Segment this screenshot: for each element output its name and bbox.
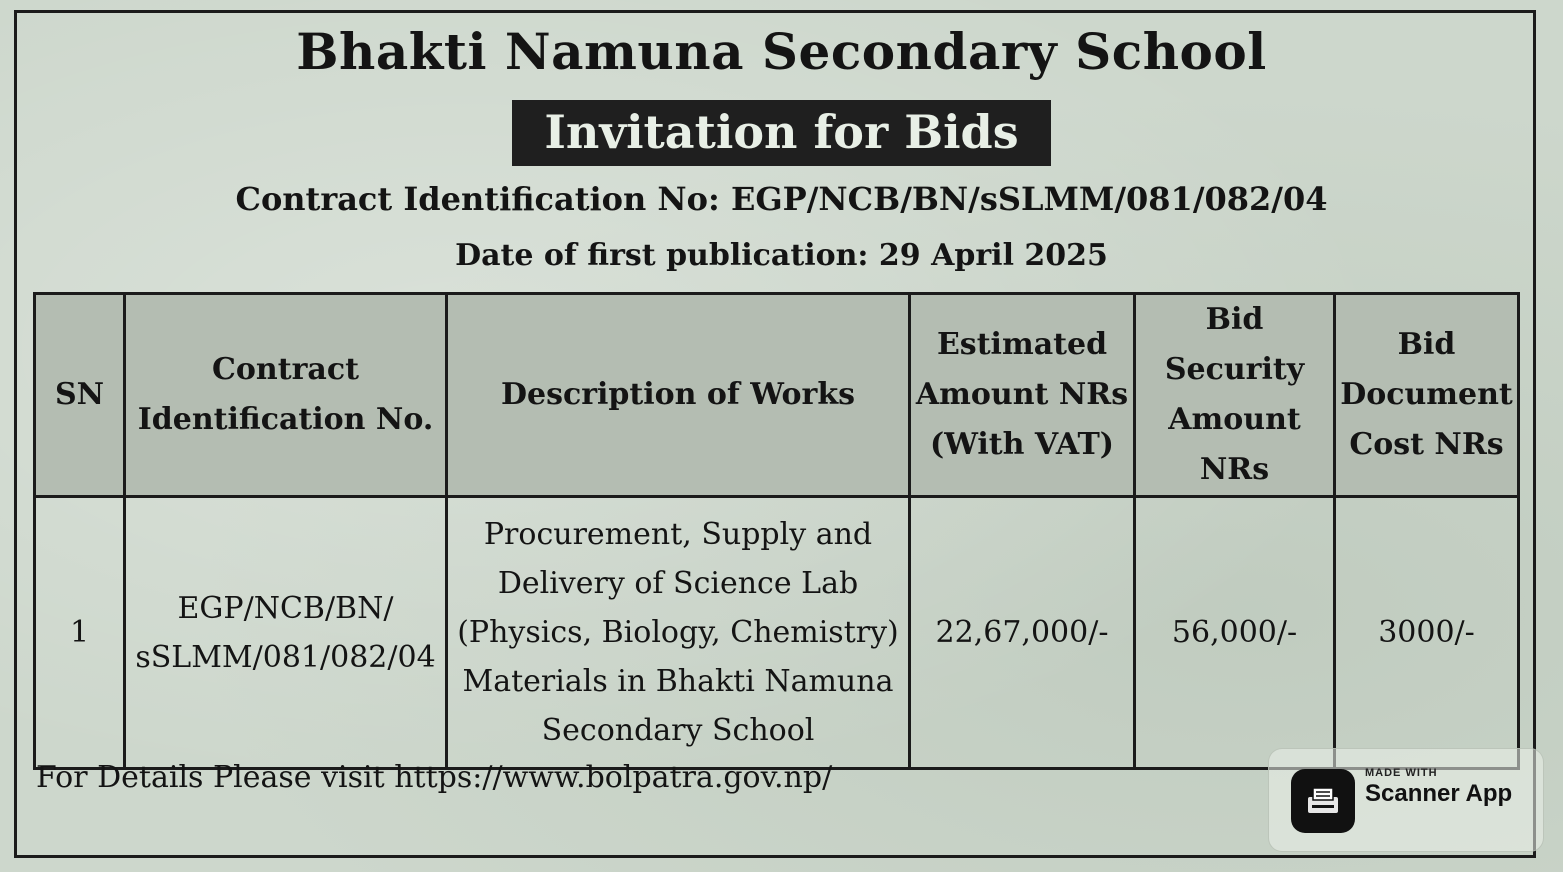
scanner-icon (1291, 769, 1355, 833)
footer-details: For Details Please visit https://www.bolpatra.gov.np/ (36, 760, 833, 795)
table-header-row (35, 294, 1519, 497)
cell-contract-id: EGP/NCB/BN/ sSLMM/081/082/04 (125, 497, 447, 769)
cell-sn: 1 (35, 497, 125, 769)
header-bid-security: Bid Security Amount NRs (1135, 294, 1335, 497)
cell-bid-security: 56,000/- (1135, 497, 1335, 769)
cell-description: Procurement, Supply and Delivery of Science Lab (Physics, Biology, Chemistry) Materials in Bhakti Namuna Secondary School (447, 497, 910, 769)
header-document-cost: Bid Document Cost NRs (1335, 294, 1519, 497)
notice-title-banner (0, 100, 1563, 166)
publication-date: Date of first publication: 29 April 2025 (455, 238, 1108, 273)
notice-title: Invitation for Bids (512, 100, 1050, 166)
header-sn: SN (35, 294, 125, 497)
watermark-made-with: MADE WITH (1365, 767, 1438, 779)
bid-table (33, 292, 1520, 770)
contract-identification: Contract Identification No: EGP/NCB/BN/sSLMM/081/082/04 (235, 180, 1328, 218)
header-estimated-amount: Estimated Amount NRs (With VAT) (910, 294, 1135, 497)
watermark-app-name: Scanner App (1365, 780, 1513, 807)
header-description: Description of Works (447, 294, 910, 497)
scanner-watermark (1268, 748, 1544, 852)
cell-estimated-amount: 22,67,000/- (910, 497, 1135, 769)
header-contract-id: Contract Identification No. (125, 294, 447, 497)
school-name: Bhakti Namuna Secondary School (296, 22, 1267, 81)
cell-document-cost: 3000/- (1335, 497, 1519, 769)
table-row (35, 497, 1519, 769)
